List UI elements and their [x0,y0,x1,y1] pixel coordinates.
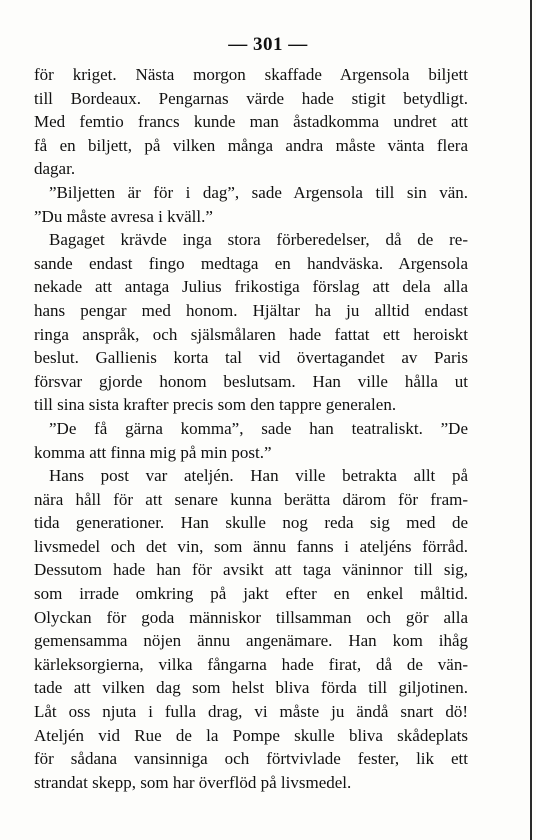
page-number: — 301 — [228,34,308,55]
text-line: gemensamma nöjen ännu angenämare. Han kom ihåg [34,631,468,651]
text-line: sande endast fingo medtaga en handväska. Argensola [34,253,468,273]
page-edge-shadow [530,0,532,840]
text-line: Bagaget krävde inga stora förberedelser, då de re- [49,230,468,250]
text-line: komma att finna mig på min post.” [34,442,272,462]
text-line: ”Du måste avresa i kväll.” [34,206,213,226]
text-line: få en biljett, på vilken många andra måste vänta flera [34,135,468,155]
text-line: till sina sista krafter precis som den tappre generalen. [34,395,397,415]
text-line: tade att vilken dag som helst bliva förda till giljotinen. [34,678,468,698]
body-text [34,63,468,794]
text-line: Ateljén vid Rue de la Pompe skulle bliva skådeplats [34,725,468,745]
text-line: dagar. [34,159,76,179]
text-line: strandat skepp, som har överflöd på livsmedel. [34,772,352,792]
text-line: ”Biljetten är för i dag”, sade Argensola till sin vän. [49,182,468,202]
text-line: tida generationer. Han skulle nog reda sig med de [34,513,468,533]
text-line: för sådana vansinniga och förtvivlade fester, lik ett [34,749,468,769]
text-line: kärleksorgierna, vilka fångarna hade firat, då de vän- [34,654,468,674]
text-line: Med femtio francs kunde man åstadkomma undret att [34,112,468,132]
text-line: nära håll för att senare kunna berätta därom för fram- [34,489,468,509]
text-line: hans pengar med honom. Hjältar ha ju alltid endast [34,300,468,320]
text-line: Låt oss njuta i fulla drag, vi måste ju ändå snart dö! [34,702,468,722]
text-line: livsmedel och det vin, som ännu fanns i ateljéns förråd. [34,536,468,556]
text-line: ringa anspråk, och själsmålaren hade fattat ett heroiskt [34,324,468,344]
text-line: till Bordeaux. Pengarnas värde hade stigit betydligt. [34,88,468,108]
text-line: Dessutom hade han för avsikt att taga väninnor till sig, [34,560,468,580]
text-line: nekade att antaga Julius frikostiga förslag att dela alla [34,277,468,297]
text-line: beslut. Gallienis korta tal vid övertagandet av Paris [34,348,468,368]
text-line: Olyckan för goda människor tillsamman och gör alla [34,607,468,627]
text-line: Hans post var ateljén. Han ville betrakta allt på [49,466,468,486]
text-line: som irrade omkring på jakt efter en enkel måltid. [34,584,468,604]
text-line: försvar gjorde honom beslutsam. Han ville hålla ut [34,371,468,391]
text-line: ”De få gärna komma”, sade han teatraliskt. ”De [49,418,468,438]
text-line: för kriget. Nästa morgon skaffade Argensola biljett [34,65,468,84]
